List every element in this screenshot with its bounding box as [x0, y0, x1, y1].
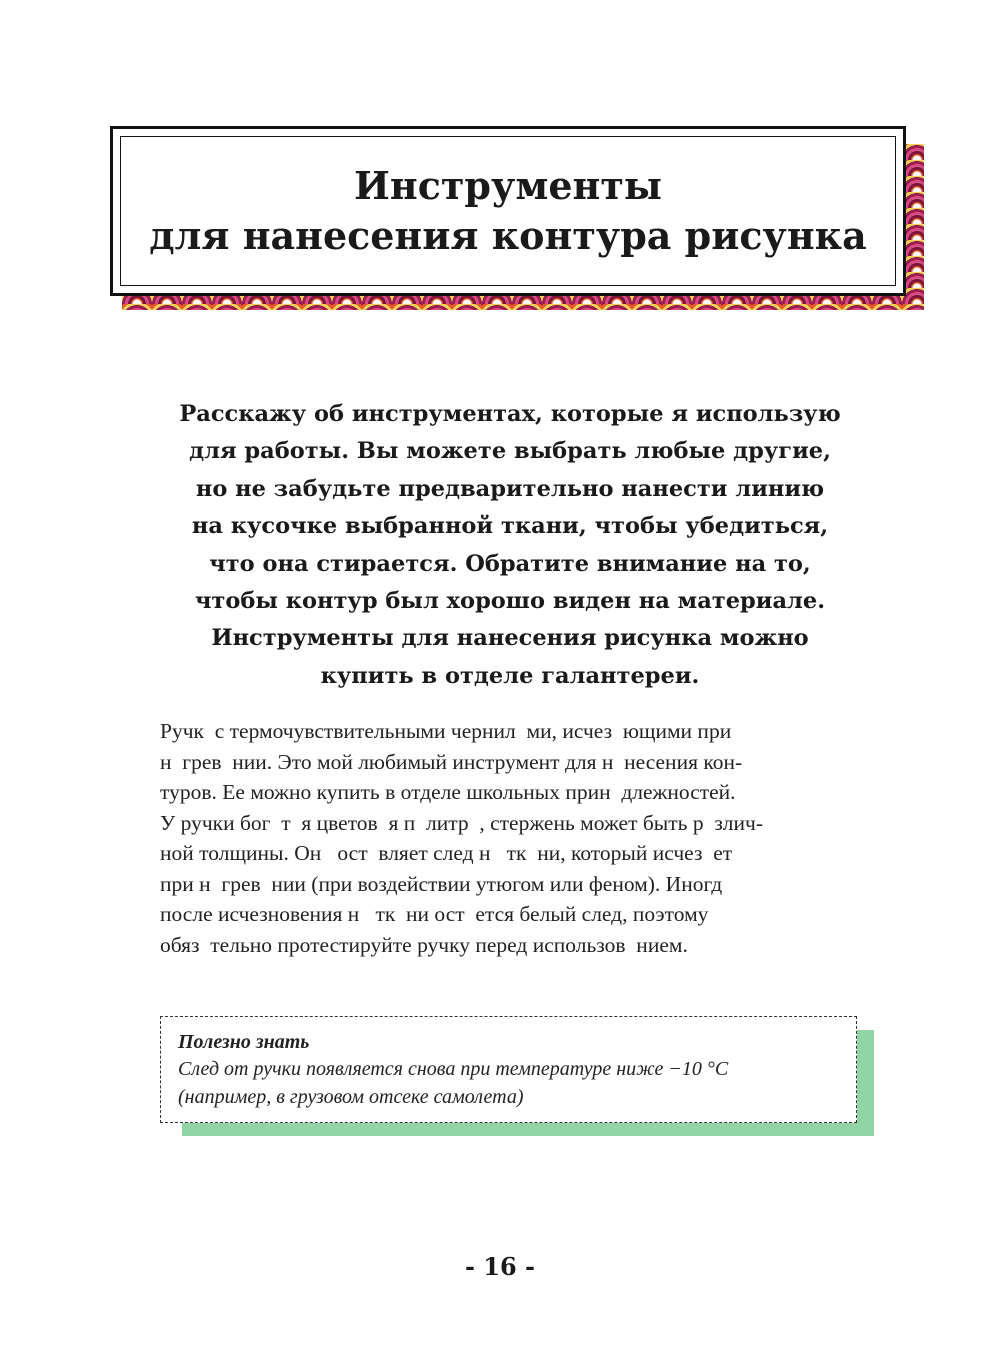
tip-heading: Полезно знать — [178, 1031, 310, 1053]
tip-box — [160, 1016, 857, 1123]
title-banner-inner-frame — [120, 136, 896, 286]
body-line: У ручки бог т я цветов я п литр , стержень может быть р злич- — [160, 810, 764, 835]
body-line: ной толщины. Он ост вляет след н тк ни, который исчез ет — [160, 841, 733, 865]
body-line: Ручк с термочувствительными чернил ми, исчез ющими при — [160, 719, 732, 743]
intro-line: Расскажу об инструментах, которые я использую — [179, 401, 841, 427]
intro-line: для работы. Вы можете выбрать любые другие, — [189, 438, 831, 465]
tip-text-line-2: (например, в грузовом отсеке самолета) — [178, 1086, 524, 1108]
body-paragraph — [160, 716, 876, 960]
body-line: после исчезновения н тк ни ост ется белый след, поэтому — [160, 902, 709, 926]
body-line: при н грев нии (при воздействии утюгом или феном). Иногд — [160, 871, 723, 896]
intro-paragraph — [140, 396, 880, 695]
page-title-line-2: для нанесения контура рисунка — [149, 213, 867, 258]
page-number: - 16 - — [464, 1252, 536, 1281]
page-title — [149, 161, 866, 261]
tip-text-line-1: След от ручки появляется снова при температуре ниже −10 °С — [178, 1058, 729, 1080]
body-line: туров. Ее можно купить в отделе школьных прин длежностей. — [160, 780, 736, 804]
body-line: н грев нии. Это мой любимый инструмент для н несения кон- — [160, 749, 743, 774]
body-line: обяз тельно протестируйте ручку перед использов нием. — [160, 932, 688, 957]
intro-line: Инструменты для нанесения рисунка можно — [211, 625, 809, 652]
page-title-line-1: Инструменты — [354, 163, 662, 208]
intro-line: чтобы контур был хорошо виден на материале. — [194, 588, 826, 615]
intro-line: на кусочке выбранной ткани, чтобы убедиться, — [191, 513, 829, 540]
intro-line: купить в отделе галантереи. — [320, 662, 700, 689]
title-banner — [110, 126, 906, 296]
intro-line: что она стирается. Обратите внимание на то, — [209, 550, 811, 577]
intro-line: но не забудьте предварительно нанести линию — [195, 475, 825, 502]
